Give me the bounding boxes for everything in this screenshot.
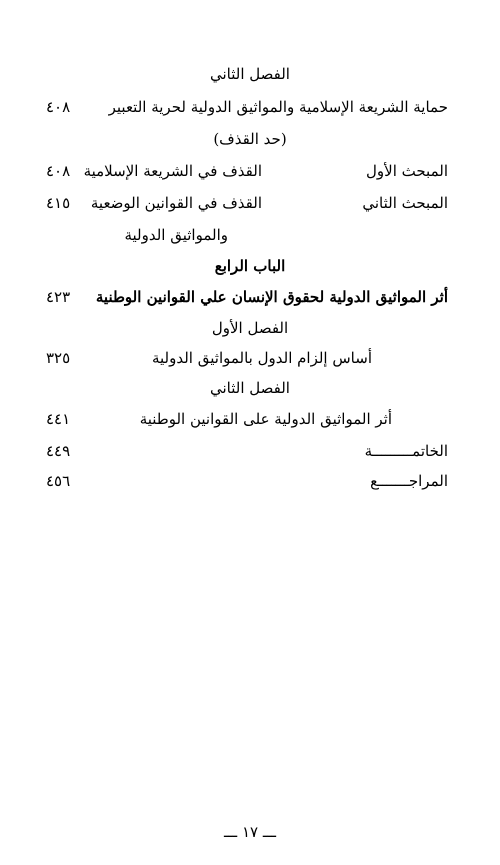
toc-page-number: ٤١٥	[46, 194, 71, 212]
part-heading: الباب الرابع	[214, 257, 286, 275]
toc-entry-subtitle: (حد القذف)	[213, 130, 287, 148]
chapter-heading: الفصل الثاني	[210, 65, 290, 83]
toc-page-number: ٣٢٥	[46, 349, 71, 367]
section-label: المبحث الثاني	[362, 194, 448, 212]
toc-entry-title: أثر المواثيق الدولية لحقوق الإنسان علي القوانين الوطنية	[95, 288, 448, 306]
toc-entry-title: القذف في القوانين الوضعية	[90, 194, 262, 212]
toc-page-number: ٤٠٨	[46, 162, 71, 180]
toc-entry-title: حماية الشريعة الإسلامية والمواثيق الدولية لحرية التعبير	[108, 98, 448, 116]
chapter-heading: الفصل الأول	[211, 319, 289, 337]
toc-page-number: ٤٤٩	[46, 442, 71, 460]
toc-entry-title: أثر المواثيق الدولية على القوانين الوطنية	[139, 410, 392, 428]
chapter-heading: الفصل الثاني	[210, 379, 290, 397]
toc-entry-title: الخاتمـــــــــة	[364, 442, 448, 460]
toc-page-number: ٤٤١	[46, 410, 71, 428]
toc-page-number: ٤٠٨	[46, 98, 71, 116]
toc-page-number: ٤٥٦	[46, 472, 71, 490]
page-number-footer: ـــ ١٧ ـــ	[223, 823, 277, 841]
toc-entry-title: القذف في الشريعة الإسلامية	[83, 162, 262, 180]
toc-entry-title: أساس إلزام الدول بالمواثيق الدولية	[151, 349, 372, 367]
toc-entry-title: المراجـــــــع	[370, 472, 448, 490]
toc-page-number: ٤٢٣	[46, 288, 71, 306]
toc-entry-title-continued: والمواثيق الدولية	[124, 226, 228, 244]
section-label: المبحث الأول	[366, 162, 448, 180]
